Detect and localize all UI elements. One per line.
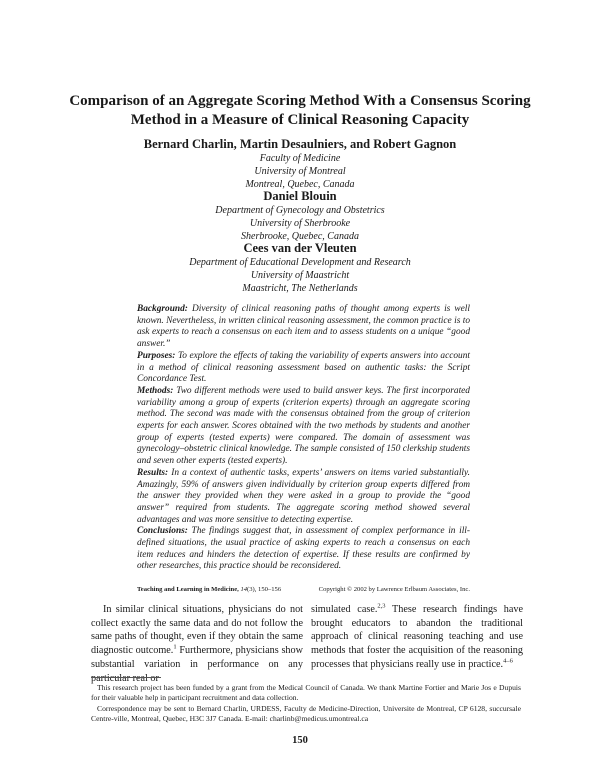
- affiliation-line: Department of Gynecology and Obstetrics: [215, 205, 385, 216]
- author-group-3: [100, 241, 500, 295]
- body-column-left: [91, 603, 303, 685]
- body-text: Furthermore, physicians show substantial variation in performance on any particular real or: [91, 645, 303, 684]
- author-names: Bernard Charlin, Martin Desaulniers, and Robert Gagnon: [143, 137, 457, 151]
- abstract-background: [137, 304, 470, 351]
- affiliation-line: Sherbrooke, Quebec, Canada: [241, 231, 359, 242]
- methods-label: Methods:: [137, 385, 174, 396]
- conclusions-label: Conclusions:: [137, 526, 188, 537]
- purposes-label: Purposes:: [137, 350, 176, 361]
- footnote-divider: [91, 677, 161, 678]
- copyright-notice: Copyright © 2002 by Lawrence Erlbaum Associates, Inc.: [318, 586, 470, 593]
- abstract: [137, 304, 470, 573]
- author-group-2: [100, 189, 500, 243]
- results-label: Results:: [137, 467, 169, 478]
- page-number: 150: [292, 735, 308, 746]
- reference-marker: 2,3: [377, 602, 386, 610]
- background-label: Background:: [137, 304, 188, 314]
- author-names: Cees van der Vleuten: [243, 241, 357, 255]
- journal-citation: [137, 586, 281, 594]
- body-text: In similar clinical situations, physicians do not collect exactly the same data and do not follow the same paths of thought, even if they obtain the same diagnostic outcome.: [91, 604, 303, 657]
- funding-note: This research project has been funded by a grant from the Medical Council of Canada. We thank Martine Fortier and Marie Jos e Dupuis for their valuable help in participant recruitment and data collection.: [91, 683, 521, 703]
- correspondence-note: Correspondence may be sent to Bernard Charlin, URDESS, Faculty de Medicine-Direction, Universite de Montreal, CP 6128, succursale Centre-ville, Montreal, Quebec, H3C 3J7 Canada. E-mail: charlinb@medicus.umontreal.ca: [91, 703, 521, 724]
- abstract-conclusions: [137, 526, 470, 573]
- body-text: simulated case.: [311, 604, 378, 615]
- body-paragraph: [91, 603, 303, 685]
- reference-marker: 1: [173, 643, 177, 651]
- purposes-text: To explore the effects of taking the variability of experts answers into account in a method of clinical reasoning assessment based on authentic tasks: the Script Concordance Test.: [137, 350, 470, 385]
- conclusions-text: The findings suggest that, in assessment of complex performance in ill-defined situations, the usual practice of asking experts to reach a consensus on each item reduces and hinders the detection of expertise. If these results are confirmed by other researches, this practice should be reconsidered.: [137, 526, 470, 572]
- body-paragraph: [311, 603, 523, 672]
- author-names: Daniel Blouin: [263, 189, 337, 203]
- affiliation-line: Montreal, Quebec, Canada: [245, 179, 355, 190]
- affiliation-line: Maastricht, The Netherlands: [242, 283, 358, 294]
- reference-marker: 4–6: [503, 657, 513, 665]
- footnotes: [91, 683, 521, 725]
- results-text: In a context of authentic tasks, experts’ answers on items varied substantially. Amazingly, 59% of answers given individually by criterion group experts differed from the answer they provided when they were asked in a group to provide the “good answer” required from students. The aggregate scoring method showed several advantages and was more sensitive to detecting expertise.: [137, 467, 470, 525]
- author-group-1: [100, 137, 500, 191]
- journal-issue-pages: (3), 150–156: [247, 586, 282, 593]
- journal-volume: 14: [240, 586, 248, 593]
- affiliation-line: University of Maastricht: [250, 270, 350, 281]
- title-line-2: Method in a Measure of Clinical Reasoning Capacity: [130, 112, 470, 128]
- title-line-1: Comparison of an Aggregate Scoring Method With a Consensus Scoring: [69, 93, 531, 109]
- article-title: [60, 92, 540, 130]
- affiliation-line: Department of Educational Development and Research: [189, 257, 411, 268]
- body-column-right: [311, 603, 523, 672]
- abstract-purposes: [137, 351, 470, 386]
- affiliation-line: University of Montreal: [254, 166, 346, 177]
- abstract-methods: [137, 386, 470, 468]
- journal-name: Teaching and Learning in Medicine,: [137, 586, 241, 593]
- abstract-results: [137, 468, 470, 527]
- affiliation-line: University of Sherbrooke: [249, 218, 351, 229]
- body-text: These research findings have brought educators to abandon the traditional approach of clinical reasoning teaching and use methods that foster the acquisition of the reasoning processes that physicians really use in practice.: [311, 604, 523, 670]
- methods-text: Two different methods were used to build answer keys. The first incorporated variability among a group of experts (criterion experts) through an aggregate scoring method. The second was made with the consensus obtained from the group of criterion experts for each answer. Scores obtained with the two methods by students and another group of experts (tested experts) were compared. The domain of assessment was gynecology–obstetric clinical knowledge. The sample consisted of 150 clerkship students and seven other experts (tested experts).: [137, 385, 470, 467]
- affiliation-line: Faculty of Medicine: [259, 153, 341, 164]
- background-text: Diversity of clinical reasoning paths of thought among experts is well known. Nevertheless, in written clinical reasoning assessment, the common practice is to ask experts to reach a consensus on each item and to assess students on a unique “good answer.”: [137, 304, 471, 350]
